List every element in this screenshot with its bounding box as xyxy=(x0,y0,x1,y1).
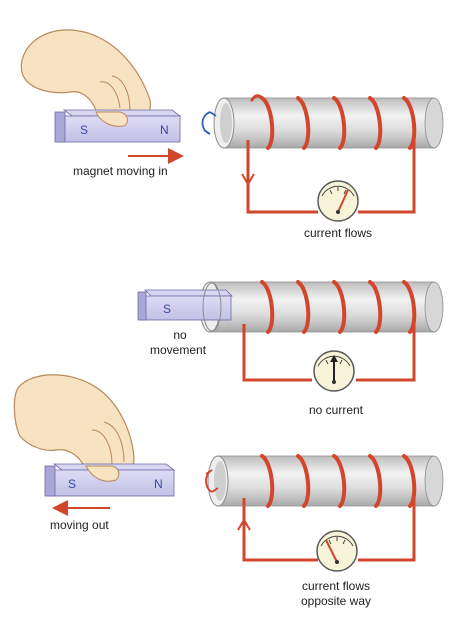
label-moving-out: moving out xyxy=(50,518,109,532)
galvanometer xyxy=(317,531,357,571)
coil-tube xyxy=(200,282,443,332)
circuit-wire xyxy=(244,498,318,560)
label-no-current: no current xyxy=(308,403,364,417)
label-magnet-moving-in: magnet moving in xyxy=(73,164,168,178)
magnet-pole-s: S xyxy=(80,123,89,137)
magnet-pole-s: S xyxy=(68,477,77,491)
magnet-pole-n: N xyxy=(160,123,169,137)
galvanometer xyxy=(314,351,354,391)
label-opposite-way: opposite way xyxy=(300,594,372,608)
label-current-flows-opposite: current flows xyxy=(301,579,371,593)
bar-magnet xyxy=(138,290,232,320)
magnet-pole-s: S xyxy=(163,302,172,316)
magnet-pole-n: N xyxy=(154,477,163,491)
label-no: no xyxy=(173,328,187,342)
circuit-wire xyxy=(248,140,318,212)
circuit-wire-return xyxy=(358,140,414,212)
panel-magnet-moving-in xyxy=(21,30,443,221)
circuit-wire-return xyxy=(358,498,414,560)
label-current-flows: current flows xyxy=(303,226,373,240)
galvanometer xyxy=(318,181,358,221)
label-movement: movement xyxy=(150,343,207,357)
